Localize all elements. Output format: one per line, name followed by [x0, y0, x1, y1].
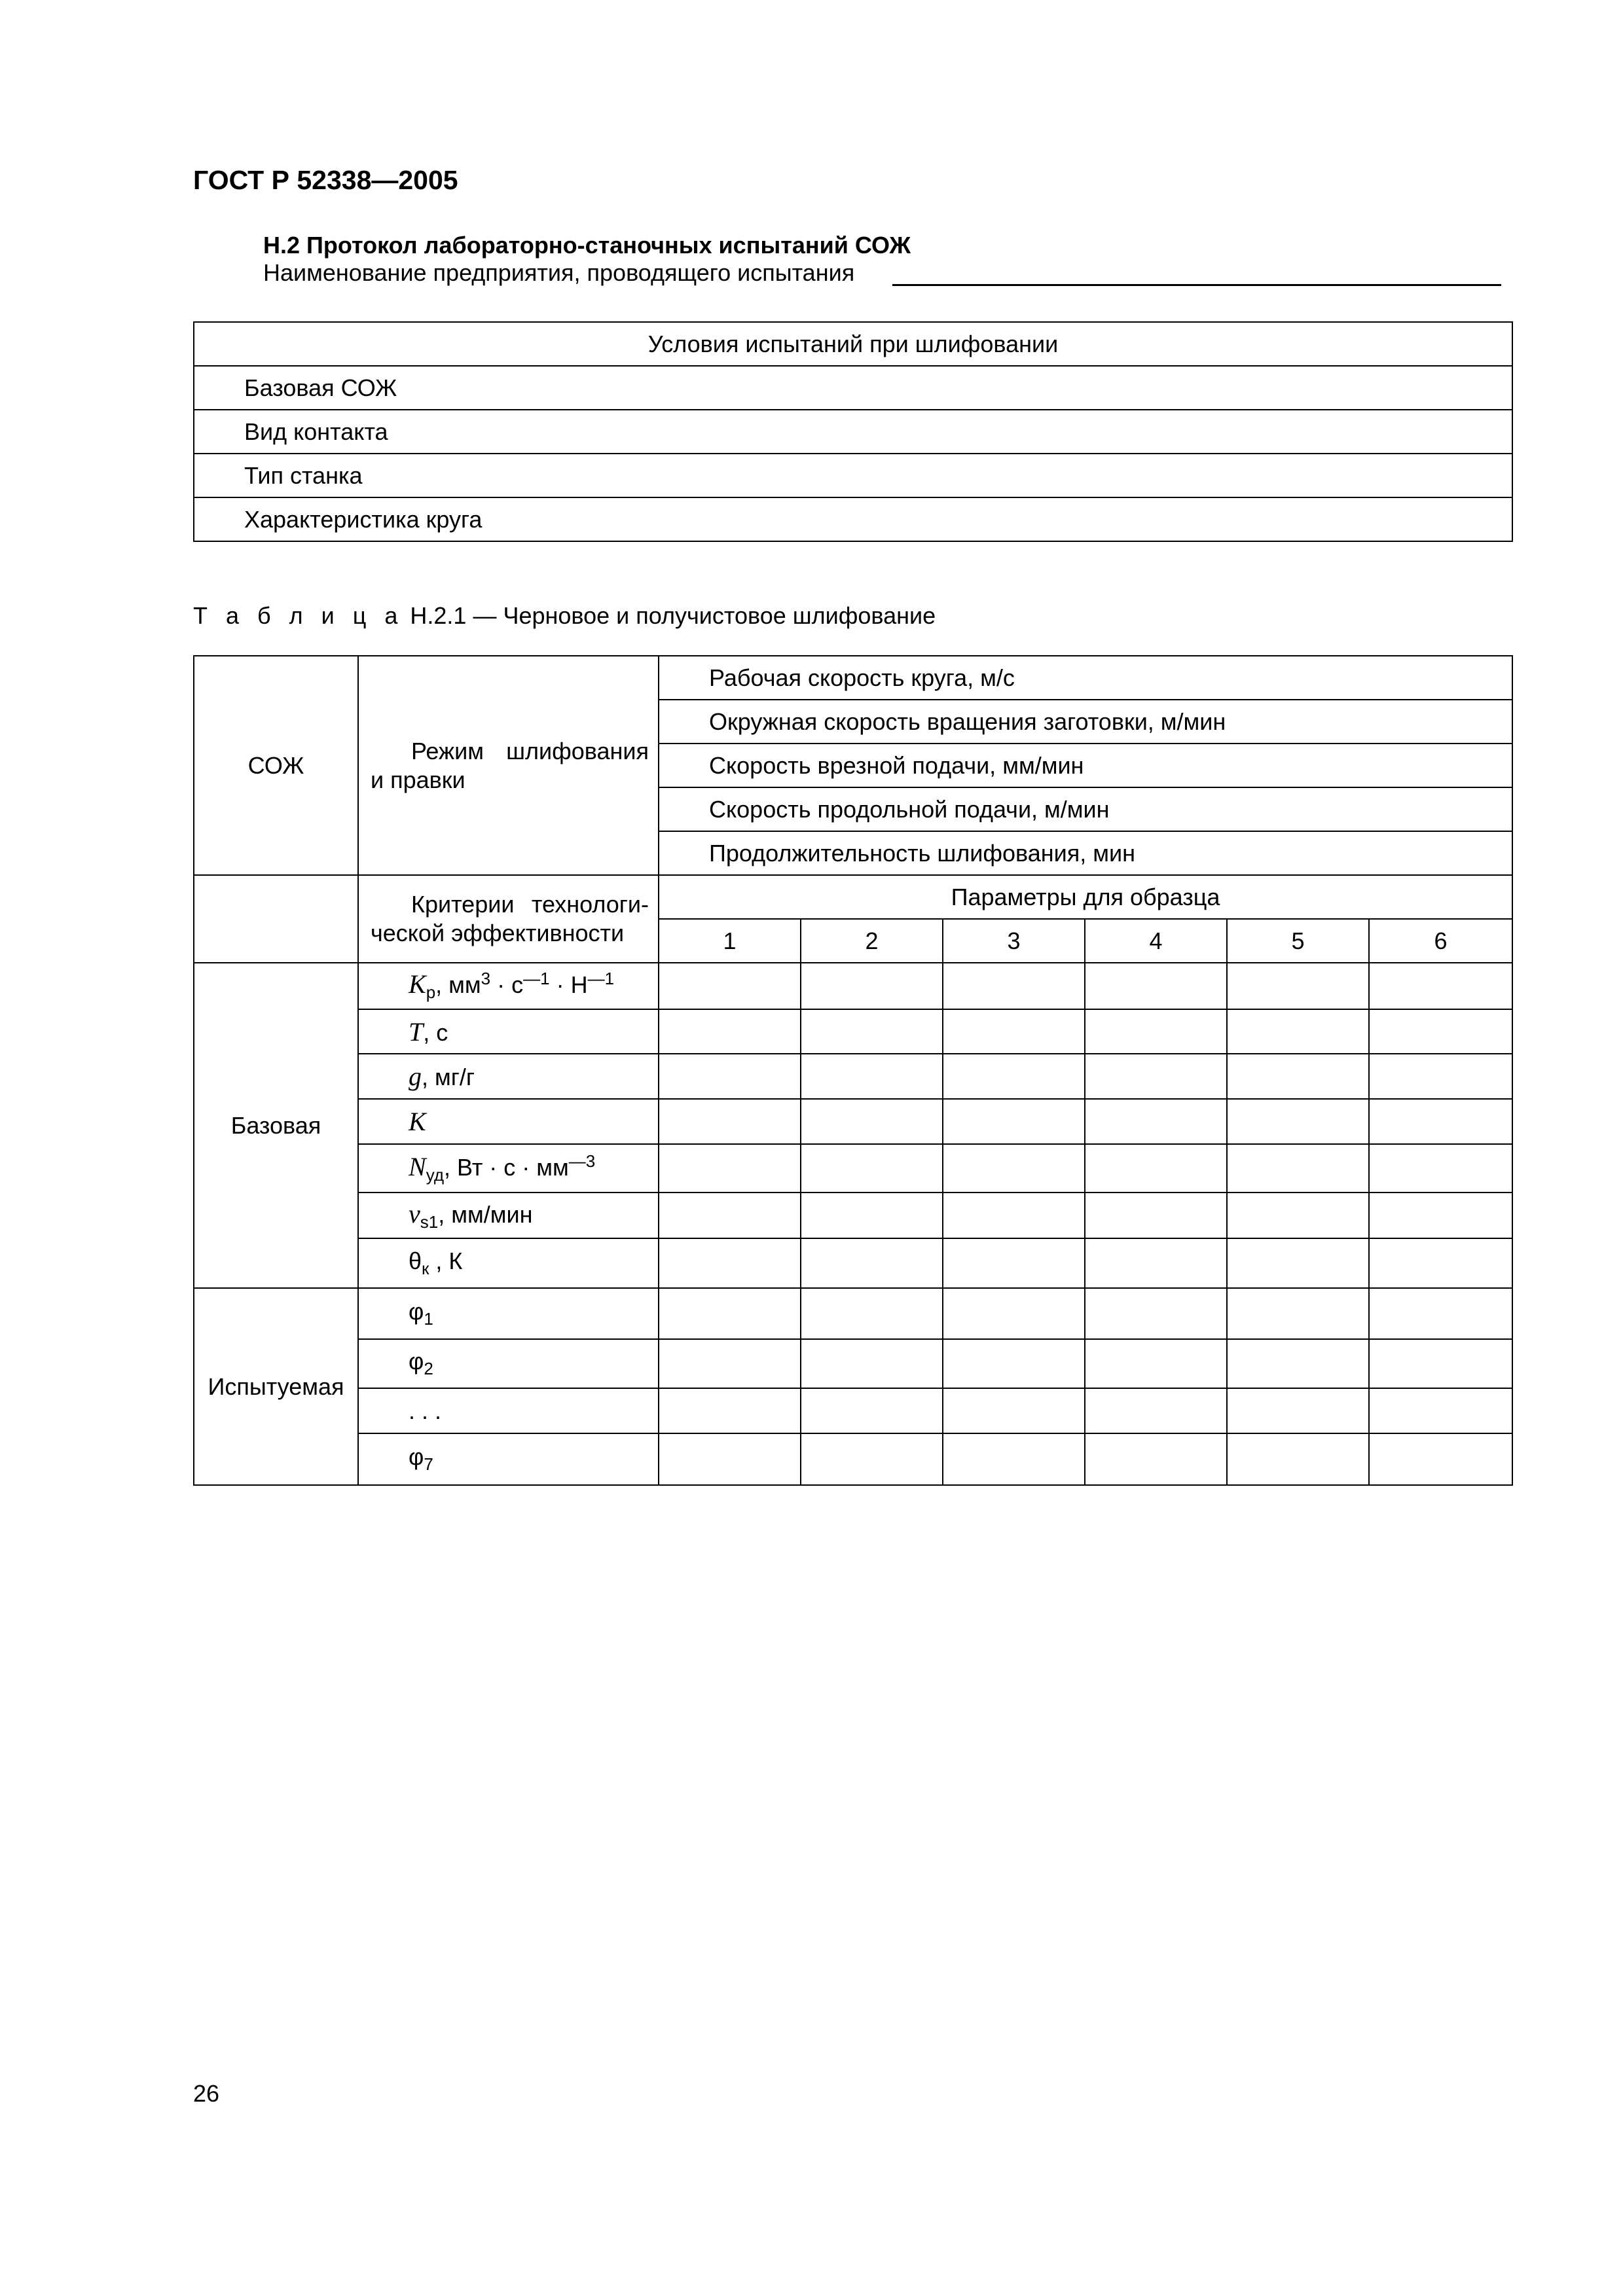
samples-header: Параметры для образца — [659, 875, 1512, 919]
data-cell[interactable] — [943, 1339, 1085, 1388]
test-conditions-table — [193, 321, 1513, 542]
data-cell[interactable] — [943, 1099, 1085, 1144]
criterion-kp: $K_р$, $мм^3 \cdot с^{—1} \cdot Н^{—1}$ — [358, 963, 659, 1009]
data-cell[interactable] — [1085, 963, 1227, 1009]
data-cell[interactable] — [1085, 1054, 1227, 1099]
data-cell[interactable] — [659, 1009, 801, 1054]
data-cell[interactable] — [1227, 1388, 1369, 1433]
document-code: ГОСТ Р 52338—2005 — [193, 165, 458, 195]
data-cell[interactable] — [801, 1433, 943, 1485]
data-cell[interactable] — [801, 1009, 943, 1054]
conditions-header: Условия испытаний при шлифовании — [194, 322, 1512, 366]
data-cell[interactable] — [801, 1193, 943, 1238]
page-number: 26 — [193, 2080, 220, 2107]
data-cell[interactable] — [801, 1339, 943, 1388]
data-cell[interactable] — [1227, 1238, 1369, 1288]
data-cell[interactable] — [943, 1054, 1085, 1099]
soj-label: СОЖ — [194, 656, 358, 875]
criterion-k: K — [358, 1099, 659, 1144]
data-cell[interactable] — [1085, 1388, 1227, 1433]
criterion-g: g, мг/г — [358, 1054, 659, 1099]
data-cell[interactable] — [943, 963, 1085, 1009]
data-cell[interactable] — [1227, 963, 1369, 1009]
data-cell[interactable] — [801, 963, 943, 1009]
condition-row: Тип станка — [194, 454, 1512, 497]
criterion-phi2: $\varphi_2$ — [358, 1339, 659, 1388]
data-cell[interactable] — [943, 1288, 1085, 1339]
data-cell[interactable] — [801, 1054, 943, 1099]
data-cell[interactable] — [1227, 1288, 1369, 1339]
data-cell[interactable] — [943, 1144, 1085, 1193]
data-cell[interactable] — [1369, 1099, 1512, 1144]
criterion-theta: $\theta_к$ , К — [358, 1238, 659, 1288]
data-cell[interactable] — [1085, 1193, 1227, 1238]
sample-number: 2 — [801, 919, 943, 963]
data-cell[interactable] — [1227, 1193, 1369, 1238]
data-cell[interactable] — [1227, 1009, 1369, 1054]
organization-label: Наименование предприятия, проводящего испытания — [263, 259, 855, 286]
data-cell[interactable] — [1369, 1339, 1512, 1388]
data-cell[interactable] — [659, 1193, 801, 1238]
data-cell[interactable] — [1369, 1054, 1512, 1099]
criterion-t: T, с — [358, 1009, 659, 1054]
data-cell[interactable] — [1085, 1288, 1227, 1339]
data-cell[interactable] — [943, 1433, 1085, 1485]
organization-fill-line[interactable] — [892, 284, 1501, 286]
data-cell[interactable] — [801, 1238, 943, 1288]
data-cell[interactable] — [1085, 1238, 1227, 1288]
param-duration: Продолжительность шлифования, мин — [659, 831, 1512, 875]
data-cell[interactable] — [1369, 1009, 1512, 1054]
data-cell[interactable] — [801, 1288, 943, 1339]
data-cell[interactable] — [1085, 1099, 1227, 1144]
data-cell[interactable] — [659, 1144, 801, 1193]
data-cell[interactable] — [1227, 1339, 1369, 1388]
data-cell[interactable] — [1369, 1388, 1512, 1433]
caption-text: Н.2.1 — Черновое и получистовое шлифование — [403, 602, 936, 629]
criterion-vs1: $v_{s1}$, мм/мин — [358, 1193, 659, 1238]
grinding-results-table — [193, 655, 1513, 1486]
sample-number: 5 — [1227, 919, 1369, 963]
data-cell[interactable] — [1085, 1433, 1227, 1485]
data-cell[interactable] — [943, 1009, 1085, 1054]
data-cell[interactable] — [1369, 1288, 1512, 1339]
param-longitudinal-feed: Скорость продольной подачи, м/мин — [659, 787, 1512, 831]
data-cell[interactable] — [1085, 1339, 1227, 1388]
group-base-label: Базовая — [194, 963, 358, 1288]
criteria-label: Критерии технологи- ческой эффективности — [358, 875, 659, 963]
criterion-phi7: $\varphi_7$ — [358, 1433, 659, 1485]
sample-number: 6 — [1369, 919, 1512, 963]
data-cell[interactable] — [1369, 963, 1512, 1009]
data-cell[interactable] — [1369, 1193, 1512, 1238]
data-cell[interactable] — [659, 963, 801, 1009]
criterion-nud: $N_{уд}$, Вт · $с \cdot мм^{—3}$ — [358, 1144, 659, 1193]
group-test-label: Испытуемая — [194, 1288, 358, 1485]
data-cell[interactable] — [659, 1433, 801, 1485]
data-cell[interactable] — [659, 1054, 801, 1099]
table-caption — [193, 602, 936, 630]
data-cell[interactable] — [1227, 1054, 1369, 1099]
condition-row: Характеристика круга — [194, 497, 1512, 541]
data-cell[interactable] — [659, 1238, 801, 1288]
param-workpiece-speed: Окружная скорость вращения заготовки, м/мин — [659, 700, 1512, 744]
data-cell[interactable] — [1227, 1433, 1369, 1485]
data-cell[interactable] — [1085, 1009, 1227, 1054]
data-cell[interactable] — [1369, 1433, 1512, 1485]
soj-column-blank — [194, 875, 358, 963]
data-cell[interactable] — [1369, 1238, 1512, 1288]
data-cell[interactable] — [659, 1388, 801, 1433]
data-cell[interactable] — [801, 1388, 943, 1433]
sample-number: 3 — [943, 919, 1085, 963]
grinding-mode-label: Режим шлифования и правки — [358, 656, 659, 875]
criterion-ellipsis: . . . — [358, 1388, 659, 1433]
param-plunge-feed: Скорость врезной подачи, мм/мин — [659, 744, 1512, 787]
condition-row: Вид контакта — [194, 410, 1512, 454]
data-cell[interactable] — [1227, 1099, 1369, 1144]
data-cell[interactable] — [801, 1099, 943, 1144]
caption-prefix: Т а б л и ц а — [193, 602, 404, 629]
data-cell[interactable] — [1369, 1144, 1512, 1193]
param-wheel-speed: Рабочая скорость круга, м/с — [659, 656, 1512, 700]
data-cell[interactable] — [943, 1193, 1085, 1238]
data-cell[interactable] — [943, 1388, 1085, 1433]
sample-number: 4 — [1085, 919, 1227, 963]
data-cell[interactable] — [943, 1238, 1085, 1288]
condition-row: Базовая СОЖ — [194, 366, 1512, 410]
sample-number: 1 — [659, 919, 801, 963]
data-cell[interactable] — [659, 1339, 801, 1388]
data-cell[interactable] — [659, 1288, 801, 1339]
data-cell[interactable] — [1085, 1144, 1227, 1193]
data-cell[interactable] — [659, 1099, 801, 1144]
data-cell[interactable] — [801, 1144, 943, 1193]
data-cell[interactable] — [1227, 1144, 1369, 1193]
criterion-phi1: $\varphi_1$ — [358, 1288, 659, 1339]
section-title: Н.2 Протокол лабораторно-станочных испытаний СОЖ — [263, 232, 911, 259]
